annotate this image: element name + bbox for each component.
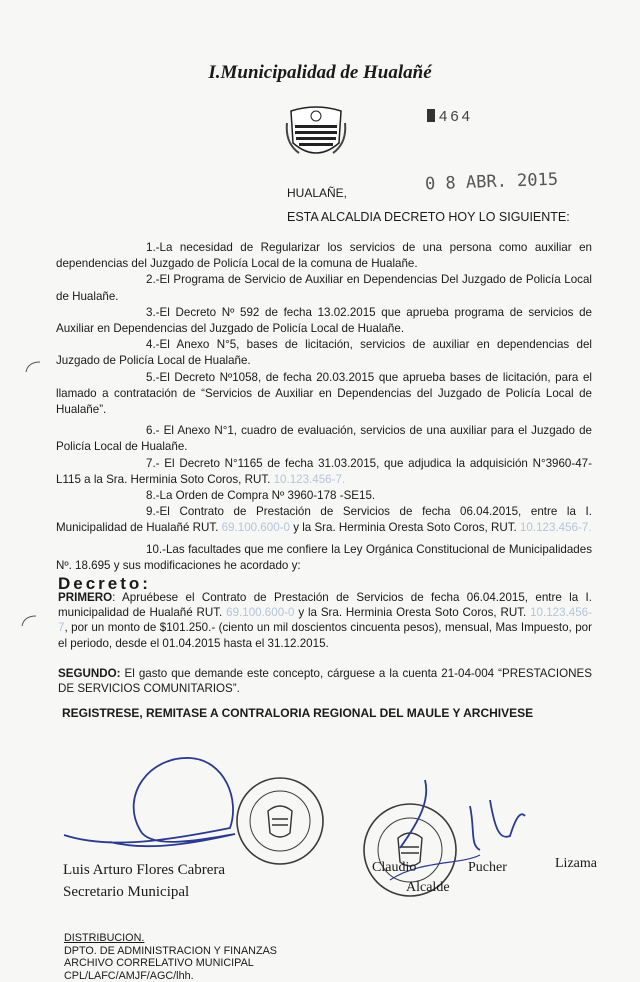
- distribution-heading: DISTRIBUCION.: [64, 932, 145, 944]
- considerando-8: 8.-La Orden de Compra Nº 3960-178 -SE15.: [146, 489, 376, 503]
- secretary-role: Secretario Municipal: [63, 884, 190, 900]
- margin-mark-icon: [18, 614, 38, 628]
- municipal-coat-of-arms: [285, 103, 347, 163]
- considerando-3: 3.-El Decreto Nº 592 de fecha 13.02.2015 que aprueba programa de servicios de Auxiliar en Dependencias del Juzgado de Policía Local de Hualañe.: [56, 305, 592, 336]
- redacted-rut: 69.100.600-0: [226, 606, 295, 620]
- considerando-1: 1.-La necesidad de Regularizar los servicios de una persona como auxiliar en dependencias del Juzgado de Policía Local de la comuna de Hualañe.: [56, 241, 592, 271]
- considerando-10: 10.-Las facultades que me confiere la Ley Orgánica Constitucional de Municipalidades Nº. 18.695 y sus modificaciones he acordado y:: [56, 542, 592, 572]
- city-label: HUALAÑE,: [287, 186, 348, 200]
- distribution-line: ARCHIVO CORRELATIVO MUNICIPAL: [64, 957, 254, 970]
- secretary-name: Luis Arturo Flores Cabrera: [63, 862, 226, 878]
- decree-intro: ESTA ALCALDIA DECRETO HOY LO SIGUIENTE:: [287, 210, 570, 224]
- mayor-surname-2: Lizama: [555, 856, 597, 871]
- considerando-5: 5.-El Decreto Nº1058, de fecha 20.03.2015 que aprueba bases de licitación, para el llamado a contratación de “Servicios de Auxiliar en Dependencias del Juzgado de Policía Local de Hualañe”.: [56, 370, 592, 417]
- redacted-rut: 10.123.456-7.: [519, 521, 592, 535]
- resolution-body: [58, 590, 592, 696]
- considerandos: [56, 240, 592, 574]
- decree-number: 464: [427, 108, 473, 125]
- considerando-7: 7.- El Decreto N°1165 de fecha 31.03.2015, que adjudica la adquisición N°3960-47-L115 a la Sra. Herminia Soto Coros, RUT. 10.123.456-7.: [56, 456, 592, 486]
- considerando-4: 4.-El Anexo N°5, bases de licitación, servicios de auxiliar en dependencias del Juzgado de Policía Local de Hualañe.: [56, 338, 592, 368]
- redacted-rut: 69.100.600-0: [221, 521, 290, 535]
- final-instruction: REGISTRESE, REMITASE A CONTRALORIA REGIONAL DEL MAULE Y ARCHIVESE: [62, 706, 534, 720]
- resolution-primero: PRIMERO: Apruébese el Contrato de Prestación de Servicios de fecha 06.04.2015, entre la I. municipalidad de Hualañé RUT. 69.100.600-0 y la Sra. Herminia Oresta Soto Coros, RUT. 10.123.456-7, por un monto de $101.250.- (ciento un mil doscientos cincuenta pesos), mensual, Mas Impuesto, por el periodo, desde el 01.04.2015 hasta el 31.12.2015.: [58, 591, 592, 650]
- mayor-role: Alcalde: [406, 880, 450, 895]
- ink-mark-icon: [427, 109, 435, 122]
- considerando-9: 9.-El Contrato de Prestación de Servicios de fecha 06.04.2015, entre la I. Municipalidad de Hualañé RUT. 69.100.600-0 y la Sra. Herminia Oresta Soto Coros, RUT. 10.123.456-7.: [56, 505, 592, 535]
- redacted-rut: 10.123.456-7: [58, 606, 592, 635]
- municipality-title: I.Municipalidad de Hualañé: [208, 62, 432, 83]
- date-stamp: 0 8 ABR. 2015: [424, 169, 559, 195]
- considerando-2: 2.-El Programa de Servicio de Auxiliar en Dependencias Del Juzgado de Policía Local de Hualañe.: [56, 273, 592, 303]
- margin-mark-icon: [22, 360, 42, 374]
- distribution-line: DPTO. DE ADMINISTRACION Y FINANZAS: [64, 944, 277, 957]
- mayor-surname-1: Pucher: [468, 860, 507, 875]
- considerando-6: 6.- El Anexo N°1, cuadro de evaluación, servicios de una auxiliar para el Juzgado de Policía Local de Hualañe.: [56, 424, 592, 454]
- resolution-segundo: SEGUNDO: El gasto que demande este concepto, cárguese a la cuenta 21-04-004 “PRESTACIONES DE SERVICIOS COMUNITARIOS”.: [58, 666, 592, 696]
- mayor-first-name: Claudio: [372, 860, 417, 875]
- redacted-rut: 10.123.456-7.: [273, 472, 346, 486]
- distribution-line: CPL/LAFC/AMJF/AGC/lhh.: [64, 969, 194, 982]
- decree-heading: Decreto:: [58, 574, 151, 593]
- distribution-list: [64, 932, 277, 982]
